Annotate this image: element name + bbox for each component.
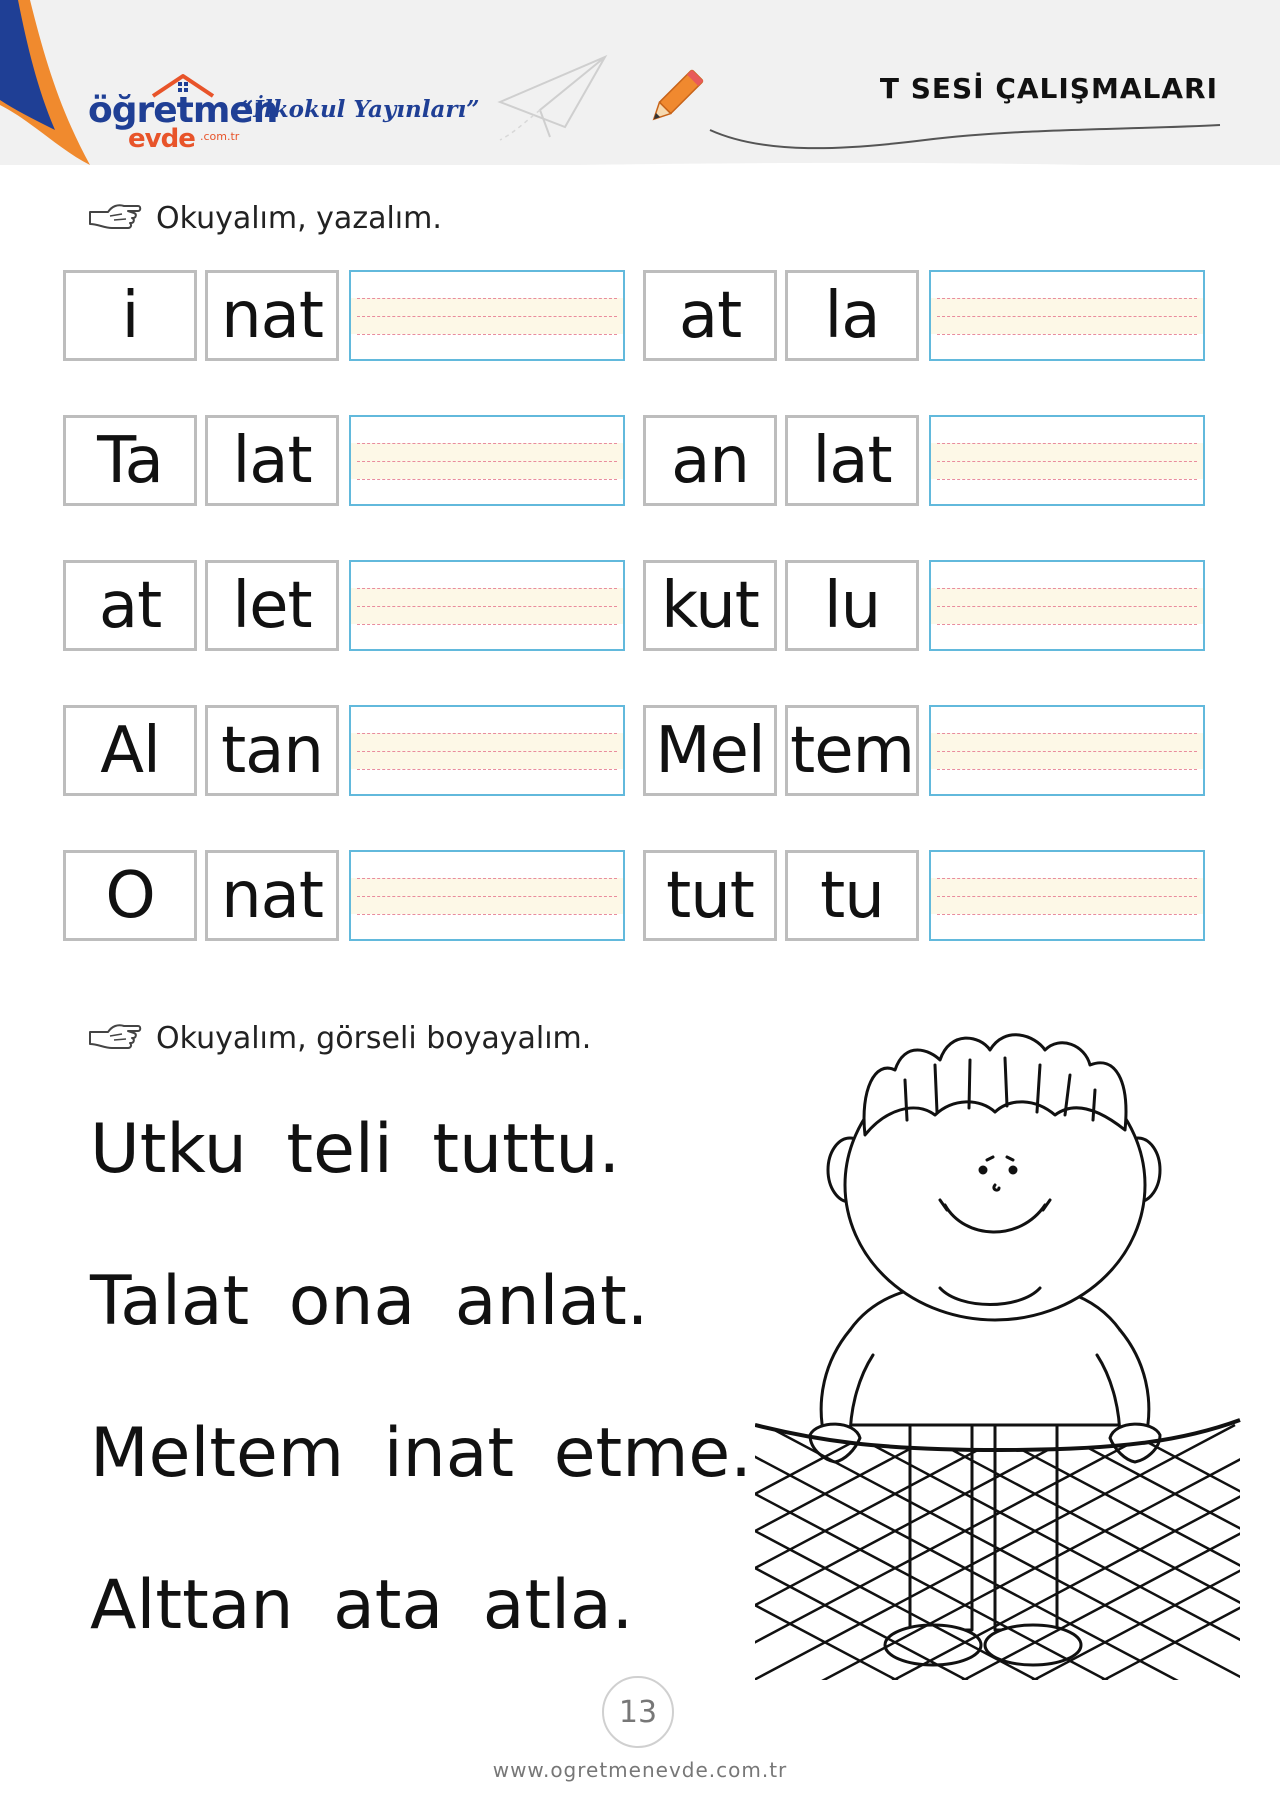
publisher-name: “İlkokul Yayınları” <box>240 96 480 123</box>
page-number: 13 <box>602 1676 674 1748</box>
syllable-box: at <box>643 270 777 361</box>
page-title: T SESİ ÇALIŞMALARI <box>879 72 1218 105</box>
sentence: Meltem inat etme. <box>90 1414 752 1493</box>
writing-box[interactable] <box>349 850 625 941</box>
syllable-box: let <box>205 560 339 651</box>
syllable-box: tan <box>205 705 339 796</box>
sentence: Utku teli tuttu. <box>90 1110 621 1189</box>
sentence: Talat ona anlat. <box>90 1262 649 1341</box>
instruction-read-color <box>88 1018 591 1058</box>
writing-box[interactable] <box>929 850 1205 941</box>
word-row <box>63 560 1223 655</box>
instruction-text: Okuyalım, yazalım. <box>156 200 442 236</box>
syllable-box: lat <box>205 415 339 506</box>
paper-plane-icon <box>495 52 615 142</box>
pencil-icon <box>645 68 705 128</box>
syllable-box: tem <box>785 705 919 796</box>
word-row <box>63 270 1223 365</box>
writing-box[interactable] <box>929 415 1205 506</box>
writing-box[interactable] <box>929 560 1205 651</box>
logo-domain: .com.tr <box>200 130 240 143</box>
website-url: www.ogretmenevde.com.tr <box>492 1758 788 1782</box>
writing-box[interactable] <box>929 705 1205 796</box>
word-row <box>63 705 1223 800</box>
logo <box>88 72 278 154</box>
instruction-read-write <box>88 198 442 238</box>
syllable-box: lu <box>785 560 919 651</box>
syllable-box: nat <box>205 850 339 941</box>
syllable-box: at <box>63 560 197 651</box>
writing-box[interactable] <box>929 270 1205 361</box>
syllable-box: tut <box>643 850 777 941</box>
sentence: Alttan ata atla. <box>90 1566 634 1645</box>
syllable-box: Ta <box>63 415 197 506</box>
instruction-text: Okuyalım, görseli boyayalım. <box>156 1020 592 1056</box>
writing-box[interactable] <box>349 270 625 361</box>
syllable-box: an <box>643 415 777 506</box>
pointing-hand-icon <box>88 198 142 238</box>
syllable-box: O <box>63 850 197 941</box>
syllable-box: tu <box>785 850 919 941</box>
word-row <box>63 415 1223 510</box>
title-underline <box>705 110 1225 160</box>
word-row <box>63 850 1223 945</box>
pointing-hand-icon <box>88 1018 142 1058</box>
syllable-box: Al <box>63 705 197 796</box>
syllable-box: lat <box>785 415 919 506</box>
syllable-box: i <box>63 270 197 361</box>
logo-text-top: öğretmen <box>88 90 278 131</box>
syllable-box: kut <box>643 560 777 651</box>
syllable-box: Mel <box>643 705 777 796</box>
syllable-box: la <box>785 270 919 361</box>
writing-box[interactable] <box>349 560 625 651</box>
boy-coloring-illustration <box>755 1020 1245 1690</box>
logo-text-bottom: evde <box>128 124 195 154</box>
writing-box[interactable] <box>349 415 625 506</box>
writing-box[interactable] <box>349 705 625 796</box>
syllable-box: nat <box>205 270 339 361</box>
